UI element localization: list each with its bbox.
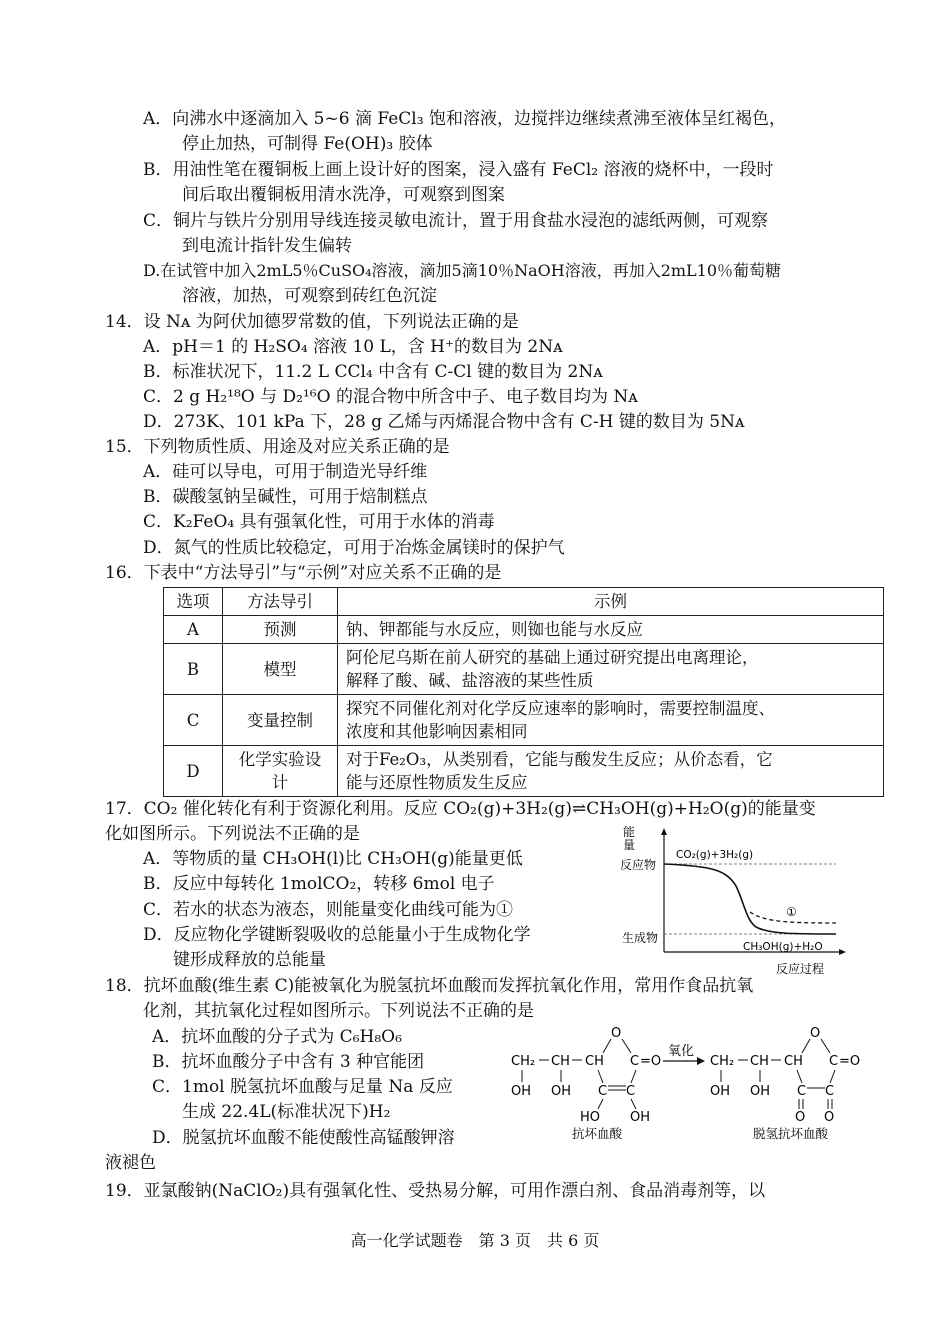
atom-label: OH [511,1084,532,1099]
q13-option-c-line1: C．铜片与铁片分别用导线连接灵敏电流计，置于用食盐水浸泡的滤纸两侧，可观察 [143,211,769,231]
reaction-arrow-icon [697,1057,705,1065]
atom-label: C [825,1084,835,1099]
y-axis-label: 量 [623,838,636,852]
table-header-row [164,588,884,616]
atom-label: O [810,1026,821,1041]
atom-label: C [626,1084,636,1099]
table-cell: 化学实验设计 [223,746,338,797]
table-cell: 模型 [223,644,338,695]
atom-label: O [824,1110,835,1125]
atom-label: C [829,1054,839,1069]
atom-label: CH₂ [710,1054,735,1069]
ascorbic-acid-structure [511,1026,661,1141]
q14-stem: 14．设 Nᴀ 为阿伏加德罗常数的值，下列说法正确的是 [105,312,519,332]
q18-option-a: A．抗坏血酸的分子式为 C₆H₈O₆ [152,1027,402,1047]
products-label: 生成物 [622,931,659,945]
reactants-formula: CO₂(g)+3H₂(g) [676,849,754,861]
q15-option-c: C．K₂FeO₄ 具有强氧化性，可用于水体的消毒 [143,512,495,532]
atom-label: OH [710,1084,731,1099]
q14-option-c: C．2 g H₂¹⁸O 与 D₂¹⁶O 的混合物中所含中子、电子数目均为 Nᴀ [143,387,638,407]
dehydroascorbic-acid-name: 脱氢抗坏血酸 [753,1126,829,1141]
table-row [164,695,884,746]
curve-label: ① [786,905,797,919]
q17-option-a: A．等物质的量 CH₃OH(l)比 CH₃OH(g)能量更低 [143,849,523,869]
table-cell: 对于Fe₂O₃，从类别看，它能与酸发生反应；从价态看，它 能与还原性物质发生反应 [338,746,884,797]
table-cell: 探究不同催化剂对化学反应速率的影响时，需要控制温度、 浓度和其他影响因素相同 [338,695,884,746]
q13-option-a-line2: 停止加热，可制得 Fe(OH)₃ 胶体 [182,134,433,154]
table-cell: 变量控制 [223,695,338,746]
y-axis-arrow-icon [661,828,667,835]
atom-label: OH [750,1084,771,1099]
q13-option-d-line1: D.在试管中加入2mL5％CuSO₄溶液，滴加5滴10％NaOH溶液，再加入2mL10％葡萄糖 [143,261,782,280]
atom-label: C [797,1084,807,1099]
q18-option-d-line1: D．脱氢抗坏血酸不能使酸性高锰酸钾溶 [152,1128,455,1148]
table-header: 示例 [338,588,884,616]
table-cell: 钠、钾都能与水反应，则铷也能与水反应 [338,616,884,644]
q15-option-b: B．碳酸氢钠呈碱性，可用于焙制糕点 [143,487,428,507]
atom-label: C [630,1054,640,1069]
ascorbic-acid-reaction-diagram [505,1025,861,1145]
table-cell: C [164,695,223,746]
atom-label: CH [784,1054,803,1069]
q15-option-d: D．氮气的性质比较稳定，可用于冶炼金属镁时的保护气 [143,538,565,558]
energy-curve [664,864,836,934]
q14-option-a: A．pH＝1 的 H₂SO₄ 溶液 10 L，含 H⁺的数目为 2Nᴀ [143,337,563,357]
atom-label: =O [640,1054,662,1069]
table-row [164,616,884,644]
atom-label: OH [630,1110,651,1125]
q18-option-c-line1: C．1mol 脱氢抗坏血酸与足量 Na 反应 [152,1077,453,1097]
x-axis-label: 反应过程 [776,962,825,976]
q13-option-c-line2: 到电流计指针发生偏转 [182,236,352,256]
q15-stem: 15．下列物质性质、用途及对应关系正确的是 [105,437,450,457]
table-cell: B [164,644,223,695]
table-cell: 阿伦尼乌斯在前人研究的基础上通过研究提出电离理论， 解释了酸、碱、盐溶液的某些性质 [338,644,884,695]
q14-option-b: B．标准状况下，11.2 L CCl₄ 中含有 C-Cl 键的数目为 2Nᴀ [143,362,603,382]
q14-option-d: D．273K、101 kPa 下，28 g 乙烯与丙烯混合物中含有 C-H 键的数目为 5Nᴀ [143,412,745,432]
q15-option-a: A．硅可以导电，可用于制造光导纤维 [143,462,428,482]
y-axis-label: 能 [623,825,636,839]
page-footer: 高一化学试题卷 第 3 页 共 6 页 [350,1231,600,1250]
q17-option-b: B．反应中每转化 1molCO₂，转移 6mol 电子 [143,874,495,894]
ascorbic-acid-name: 抗坏血酸 [572,1126,623,1141]
atom-label: HO [580,1110,601,1125]
energy-diagram [614,824,849,976]
q18-stem-line1: 18．抗坏血酸(维生素 C)能被氧化为脱氢抗坏血酸而发挥抗氧化作用，常用作食品抗氧 [105,976,754,996]
table-row [164,746,884,797]
atom-label: CH₂ [511,1054,536,1069]
products-formula: CH₃OH(g)+H₂O [743,941,823,953]
q18-stem-line2: 化剂，其抗氧化过程如图所示。下列说法不正确的是 [143,1001,534,1021]
q18-option-b: B．抗坏血酸分子中含有 3 种官能团 [152,1052,425,1072]
table-cell: 预测 [223,616,338,644]
q16-stem: 16．下表中“方法导引”与“示例”对应关系不正确的是 [105,563,502,583]
q19-stem: 19．亚氯酸钠(NaClO₂)具有强氧化性、受热易分解，可用作漂白剂、食品消毒剂等，以 [105,1181,766,1201]
q16-table [163,587,884,797]
atom-label: O [795,1110,806,1125]
arrow-label: 氧化 [668,1044,695,1059]
atom-label: C [598,1084,608,1099]
q18-option-d-line2: 液褪色 [105,1153,156,1173]
q13-option-b-line2: 间后取出覆铜板用清水洗净，可观察到图案 [182,185,505,205]
q17-option-d-line2: 键形成释放的总能量 [173,950,326,970]
atom-label: OH [551,1084,572,1099]
atom-label: CH [750,1054,769,1069]
x-axis-arrow-icon [839,949,846,955]
table-row [164,644,884,695]
table-cell: A [164,616,223,644]
table-header: 选项 [164,588,223,616]
q13-option-a-line1: A．向沸水中逐滴加入 5~6 滴 FeCl₃ 饱和溶液，边搅拌边继续煮沸至液体呈红褐色， [143,109,786,129]
q18-option-c-line2: 生成 22.4L(标准状况下)H₂ [182,1102,391,1122]
q17-stem-line2: 化如图所示。下列说法不正确的是 [105,824,360,844]
q17-stem-line1: 17．CO₂ 催化转化有利于资源化利用。反应 CO₂(g)+3H₂(g)⇌CH₃OH(g)+H₂O(g)的能量变 [105,799,816,819]
table-header: 方法导引 [223,588,338,616]
dehydroascorbic-acid-structure [710,1026,860,1141]
reactants-label: 反应物 [620,858,657,872]
q13-option-d-line2: 溶液，加热，可观察到砖红色沉淀 [182,286,437,306]
q17-option-c: C．若水的状态为液态，则能量变化曲线可能为① [143,900,514,920]
table-cell: D [164,746,223,797]
q17-option-d-line1: D．反应物化学键断裂吸收的总能量小于生成物化学 [143,925,531,945]
q13-option-b-line1: B．用油性笔在覆铜板上画上设计好的图案，浸入盛有 FeCl₂ 溶液的烧杯中，一段时 [143,160,774,180]
atom-label: CH [551,1054,570,1069]
atom-label: O [611,1026,622,1041]
atom-label: CH [585,1054,604,1069]
atom-label: =O [839,1054,861,1069]
